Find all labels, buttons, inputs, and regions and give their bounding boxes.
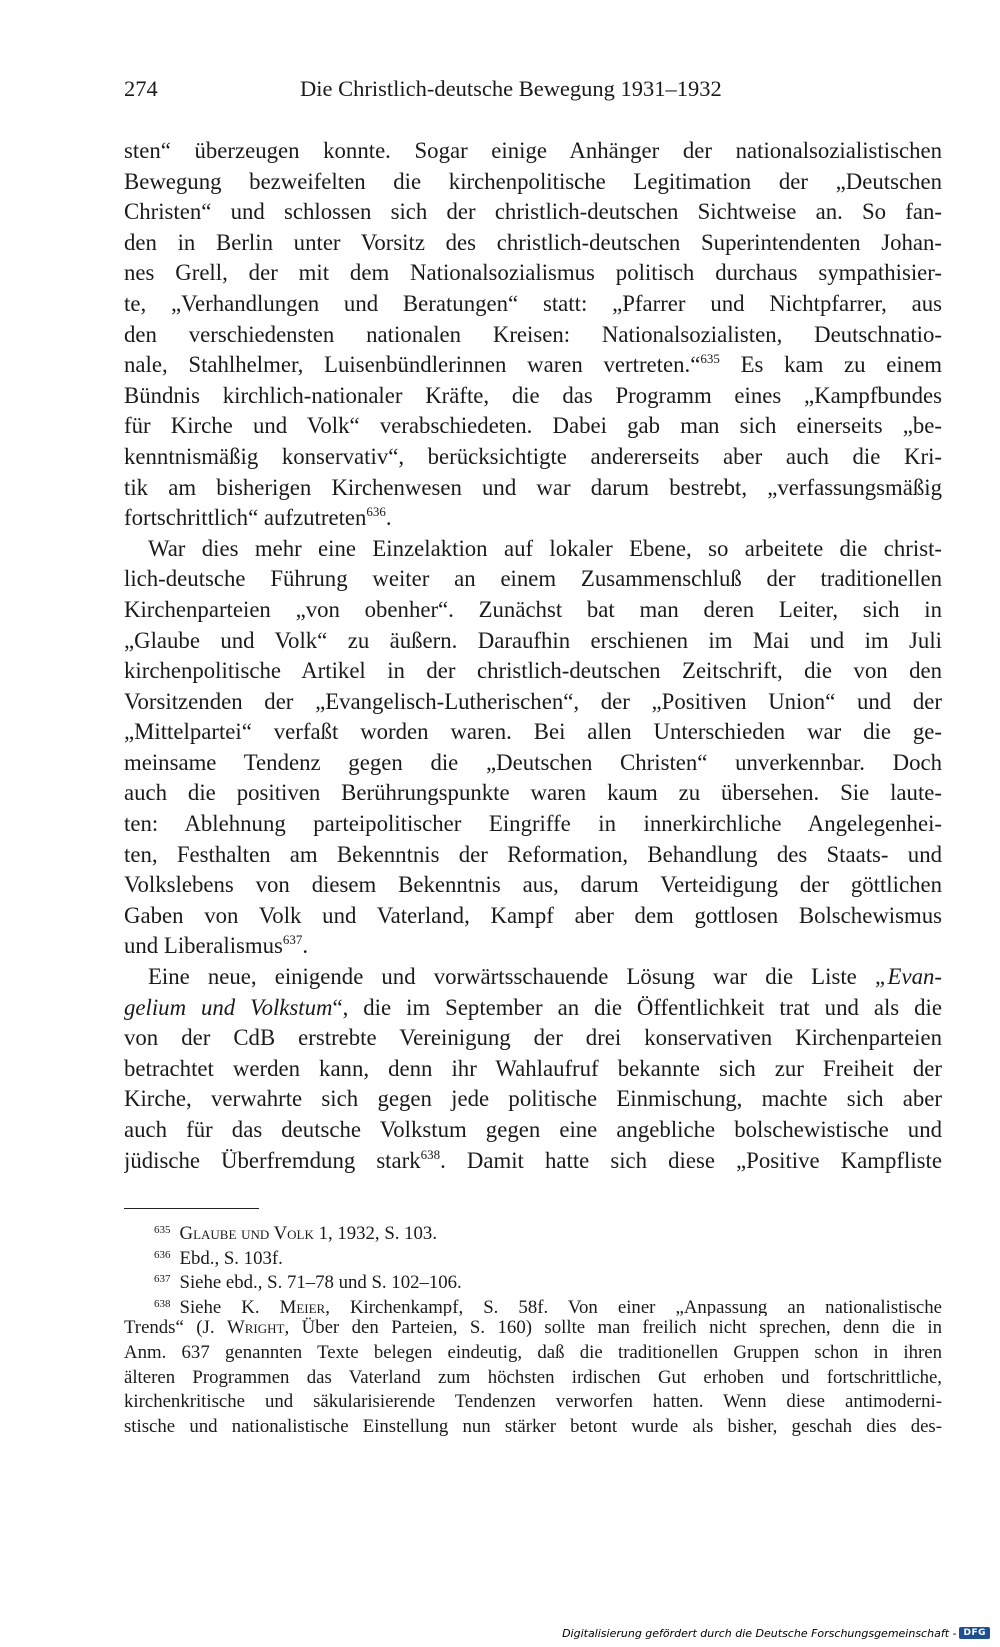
text-span: jüdische Überfremdung stark [124, 1147, 421, 1173]
text-line: Gaben von Volk und Vaterland, Kampf aber dem gottlosen Bolschewismus [124, 902, 942, 928]
text-span: . [385, 505, 392, 531]
footnote-text: Siehe K. [179, 1296, 280, 1317]
italic-span: „Evan- [874, 964, 942, 990]
text-line: ten, Festhalten am Bekenntnis der Reformation, Behandlung des Staats- und [124, 841, 942, 867]
text-line: kenntnismäßig konservativ“, berücksichtigte andererseits aber auch die Kri- [124, 443, 942, 469]
text-line: sten“ überzeugen konnte. Sogar einige Anhänger der nationalsozialistischen [124, 138, 942, 163]
text-line: den verschiedensten nationalen Kreisen: Nationalsozialisten, Deutschnatio- [124, 321, 942, 347]
footnote-638-line: kirchenkritische und säkularisierende Tendenzen verworfen hatten. Wenn diese antimoderni- [124, 1391, 942, 1413]
footnote-638-line [124, 1316, 942, 1341]
text-line: und Liberalismus$^{637}$. [124, 932, 309, 959]
text-span: Es kam zu einem [719, 352, 942, 378]
footnote-number: 636 [154, 1248, 171, 1261]
footnote-number: 635 [154, 1224, 171, 1236]
text-line: auch für das deutsche Volkstum gegen eine angebliche bolschewistische und [124, 1117, 942, 1142]
digitization-credit [562, 1625, 990, 1641]
text-line: Kirchenparteien „von obenher“. Zunächst bat man deren Leiter, sich in [124, 596, 942, 622]
footnote-text: Trends“ (J. [124, 1317, 228, 1339]
footnotes [124, 1218, 942, 1439]
text-line: den in Berlin unter Vorsitz des christlich-deutschen Superintendenten Johan- [124, 229, 942, 255]
text-line: nes Grell, der mit dem Nationalsozialismus politisch durchaus sympathisier- [124, 260, 942, 286]
text-line: Vorsitzenden der „Evangelisch-Lutherischen“, der „Positiven Union“ und der [124, 688, 942, 714]
dfg-logo-icon[interactable]: DFG [959, 1627, 990, 1639]
text-span: . Damit hatte sich diese „Positive Kampfliste [440, 1147, 942, 1173]
footnote-number: 637 [154, 1273, 171, 1286]
footnote-636 [124, 1243, 942, 1268]
footnote-text: 1, 1932, S. 103. [313, 1223, 438, 1243]
text-line: von der CdB erstrebte Vereinigung der drei konservativen Kirchenparteien [124, 1025, 942, 1051]
footnote-635 [124, 1218, 942, 1243]
text-line: Kirche, verwahrte sich gegen jede politische Einmischung, machte sich aber [124, 1086, 942, 1112]
credit-text: Digitalisierung gefördert durch die Deutsche Forschungsgemeinschaft - [562, 1626, 957, 1640]
text-line: Christen“ und schlossen sich der christlich-deutschen Sichtweise an. So fan- [124, 199, 942, 225]
footnote-638-line: stische und nationalistische Einstellung nun stärker betont wurde als bisher, geschah dies des- [124, 1415, 942, 1437]
text-line: lich-deutsche Führung weiter an einem Zusammenschluß der traditionellen [124, 566, 942, 592]
footnote-ref-638[interactable]: 638 [420, 1146, 441, 1162]
text-line: Bündnis kirchlich-nationaler Kräfte, die das Programm eines „Kampfbundes [124, 382, 942, 408]
running-title: Die Christlich-deutsche Bewegung 1931–1932 [300, 76, 722, 101]
text-span: “, die im September an die Öffentlichkeit trat und als die [332, 994, 942, 1020]
text-line [124, 1146, 942, 1177]
text-line: ten: Ablehnung parteipolitischer Eingriffe in innerkirchliche Angelegenhei- [124, 811, 942, 837]
text-line: „Glaube und Volk“ zu äußern. Daraufhin erschienen im Mai und im Juli [124, 627, 942, 653]
footnote-638-line: älteren Programmen das Vaterland zum höchsten irdischen Gut erhoben und fortschrittliche, [124, 1366, 942, 1388]
footnote-text: Ebd., S. 103f. [179, 1247, 283, 1268]
footnote-text: Siehe ebd., S. 71–78 und S. 102–106. [179, 1272, 462, 1292]
text-line: auch die positiven Berührungspunkte waren kaum zu übersehen. Sie laute- [124, 780, 942, 806]
text-line [124, 962, 942, 993]
text-span: und Liberalismus [124, 933, 283, 959]
text-line [124, 350, 942, 381]
text-line: für Kirche und Volk“ verabschiedeten. Dabei gab man sich einerseits „be- [124, 413, 942, 439]
footnote-author: Wright [227, 1317, 285, 1339]
body-text [124, 136, 942, 1176]
footnote-number: 638 [154, 1297, 171, 1310]
footnote-ref-637[interactable]: 637 [282, 932, 303, 948]
text-line: „Mittelpartei“ verfaßt worden waren. Bei allen Unterschieden war die ge- [124, 719, 942, 745]
footnote-ref-635[interactable]: 635 [700, 351, 720, 367]
text-span: nale, Stahlhelmer, Luisenbündlerinnen waren vertreten.“ [124, 352, 701, 378]
footnote-638-line: Anm. 637 genannten Texte belegen eindeutig, daß die traditionellen Gruppen schon in ihren [124, 1341, 942, 1363]
page-header [124, 76, 758, 112]
text-span: Eine neue, einigende und vorwärtsschauende Lösung war die Liste [148, 964, 875, 990]
text-line: tik am bisherigen Kirchenwesen und war darum bestrebt, „verfassungsmäßig [124, 474, 942, 500]
footnote-author: Meier [279, 1296, 326, 1317]
footnote-637 [124, 1267, 942, 1292]
text-line: War dies mehr eine Einzelaktion auf lokaler Ebene, so arbeitete die christ- [148, 535, 942, 561]
text-line: Bewegung bezweifelten die kirchenpolitische Legitimation der „Deutschen [124, 168, 942, 194]
text-line: te, „Verhandlungen und Beratungen“ statt: „Pfarrer und Nichtpfarrer, aus [124, 290, 942, 316]
footnote-text: , Kirchenkampf, S. 58f. Von einer „Anpassung an nationalistische [325, 1296, 942, 1317]
footnote-divider [124, 1208, 259, 1209]
footnote-source: Glaube und Volk [179, 1223, 314, 1243]
footnote-ref-636[interactable]: 636 [366, 504, 386, 520]
text-line: Volkslebens von diesem Bekenntnis aus, darum Verteidigung der göttlichen [124, 872, 942, 898]
footnote-638 [124, 1292, 942, 1317]
page-number: 274 [124, 76, 158, 101]
footnote-text: , Über den Parteien, S. 160) sollte man freilich nicht sprechen, denn die in [284, 1317, 942, 1339]
text-span: fortschrittlich“ aufzutreten [124, 505, 367, 531]
text-line: betrachtet werden kann, denn ihr Wahlaufruf bekannte sich zur Freiheit der [124, 1055, 942, 1081]
text-line [124, 503, 942, 534]
text-line: kirchenpolitische Artikel in der christlich-deutschen Zeitschrift, die von den [124, 658, 942, 684]
text-line [124, 993, 942, 1024]
text-line: meinsame Tendenz gegen die „Deutschen Christen“ unverkennbar. Doch [124, 749, 942, 775]
italic-span: gelium und Volkstum [124, 994, 333, 1020]
